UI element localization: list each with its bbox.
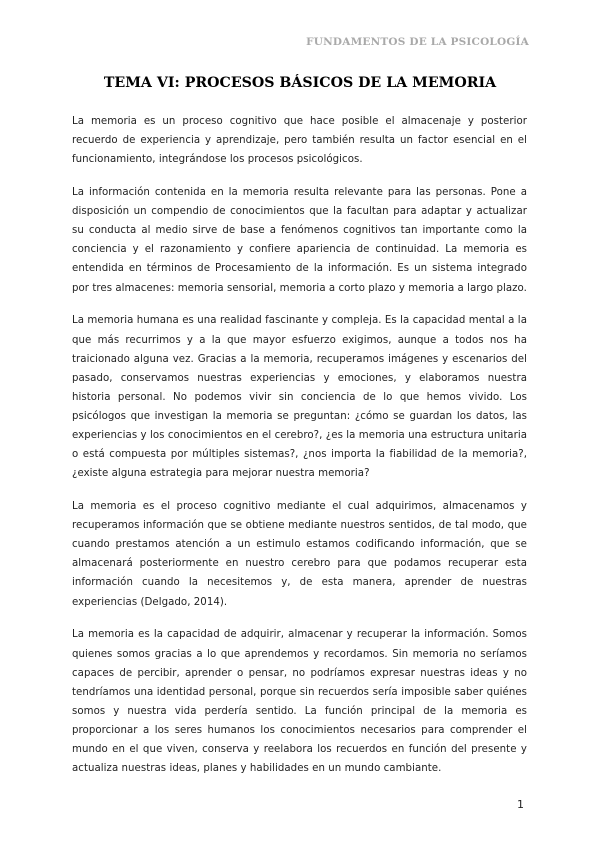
paragraph-3: La memoria humana es una realidad fascinante y compleja. Es la capacidad mental a la que más recurrimos y a la que mayor esfuerzo exigimos, aunque a todos nos ha traicionado alguna vez. Gracias a la memoria, recuperamos imágenes y escenarios del pasado, conservamos nuestras experiencias y emociones, y elaboramos nuestra historia personal. No podemos vivir sin conciencia de lo que hemos vivido. Los psicólogos que investigan la memoria se preguntan: ¿cómo se guardan los datos, las experiencias y los conocimientos en el cerebro?, ¿es la memoria una estructura unitaria o está compuesta por múltiples sistemas?, ¿nos importa la fiabilidad de la memoria?, ¿existe alguna estrategia para mejorar nuestra memoria? [72, 315, 527, 480]
paragraph-1: La memoria es un proceso cognitivo que hace posible el almacenaje y posterior recuerdo de experiencia y aprendizaje, pero también resulta un factor esencial en el funcionamiento, integrándose los procesos psicológicos. [72, 116, 527, 166]
page-number: 1 [517, 798, 524, 811]
document-body [72, 112, 527, 792]
page-title: TEMA VI: PROCESOS BÁSICOS DE LA MEMORIA [103, 75, 497, 91]
paragraph-4: La memoria es el proceso cognitivo mediante el cual adquirimos, almacenamos y recuperamos información que se obtiene mediante nuestros sentidos, de tal modo, que cuando prestamos atención a un estimulo estamos codificando información, que se almacenará posteriormente en nuestro cerebro para que podamos recuperar esta información cuando la necesitemos y, de esta manera, aprender de nuestras experiencias (Delgado, 2014). [72, 501, 527, 608]
paragraph-2: La información contenida en la memoria resulta relevante para las personas. Pone a disposición un compendio de conocimientos que la facultan para adaptar y actualizar su conducta al medio sirve de base a fenómenos cognitivos tan importante como la conciencia y el razonamiento y confiere apariencia de continuidad. La memoria es entendida en términos de Procesamiento de la información. Es un sistema integrado por tres almacenes: memoria sensorial, memoria a corto plazo y memoria a largo plazo. [72, 187, 527, 294]
running-header: FUNDAMENTOS DE LA PSICOLOGÍA [306, 36, 529, 48]
paragraph-5: La memoria es la capacidad de adquirir, almacenar y recuperar la información. Somos quienes somos gracias a lo que aprendemos y recordamos. Sin memoria no seríamos capaces de percibir, aprender o pensar, no podríamos expresar nuestras ideas y no tendríamos una identidad personal, porque sin recuerdos sería imposible saber quiénes somos y nuestra vida perdería sentido. La función principal de la memoria es proporcionar a los seres humanos los conocimientos necesarios para comprender el mundo en el que viven, conserva y reelabora los recuerdos en función del presente y actualiza nuestras ideas, planes y habilidades en un mundo cambiante. [72, 629, 527, 775]
